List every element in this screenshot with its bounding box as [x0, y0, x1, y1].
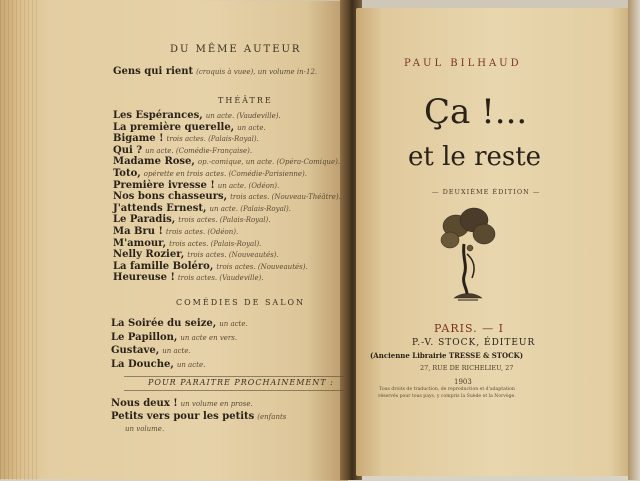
forthcoming-heading: POUR PARAITRE PROCHAINEMENT : — [148, 378, 334, 387]
salon-heading: COMÉDIES DE SALON — [176, 298, 306, 307]
work-note: trois actes. (Odéon). — [165, 228, 239, 236]
work-title: Ma Bru ! — [113, 226, 163, 237]
intro-line — [113, 66, 317, 77]
list-item — [111, 318, 248, 329]
work-title: Nelly Rozier, — [113, 249, 185, 261]
work-note: un acte en vers. — [180, 333, 238, 342]
work-note: un acte. — [176, 360, 206, 369]
work-note: op.-comique, un acte. (Opéra-Comique). — [197, 158, 341, 167]
work-note: un acte. (Comédie-Française). — [145, 146, 253, 155]
list-item — [113, 168, 307, 179]
list-item — [113, 249, 279, 260]
work-title: La famille Boléro, — [113, 260, 214, 272]
list-item — [113, 110, 281, 121]
list-item — [113, 272, 264, 283]
work-note: trois actes. (Palais-Royal). — [169, 239, 262, 248]
work-note: un acte. — [219, 320, 248, 328]
work-note: trois actes. (Palais-Royal). — [166, 135, 259, 144]
list-item — [113, 238, 261, 249]
work-title: Bigame ! — [113, 133, 164, 145]
list-item — [113, 203, 291, 214]
title-line-1: Ça !... — [424, 92, 528, 132]
list-item — [113, 226, 238, 237]
list-item — [111, 359, 205, 370]
list-item — [113, 214, 271, 225]
work-note: un acte. (Palais-Royal). — [209, 204, 291, 213]
work-note: un volume en prose. — [180, 400, 253, 408]
work-note: trois actes. (Nouveautés). — [216, 262, 308, 271]
work-title: La première querelle, — [113, 121, 235, 133]
work-note: trois actes. (Vaudeville). — [177, 274, 264, 283]
work-title: J'attends Ernest, — [113, 202, 207, 214]
page-edges — [0, 0, 40, 480]
publisher-address: 27, RUE DE RICHELIEU, 27 — [420, 364, 514, 372]
work-title: Nos bons chasseurs, — [113, 191, 228, 203]
work-title: La Douche, — [111, 358, 174, 370]
divider-bottom — [124, 390, 344, 391]
work-note: trois actes. (Palais-Royal). — [178, 216, 271, 225]
publication-year: 1903 — [454, 378, 472, 386]
publication-place: PARIS. — I — [434, 322, 504, 335]
list-item — [113, 145, 252, 156]
list-item — [113, 156, 340, 167]
work-title: Petits vers pour les petits — [111, 410, 255, 422]
work-note: un acte. (Odéon). — [217, 181, 280, 190]
publisher-name: P.-V. STOCK, ÉDITEUR — [412, 338, 536, 348]
work-title: Le Paradis, — [113, 214, 176, 226]
right-page-edge — [628, 0, 640, 480]
work-title: Nous deux ! — [111, 398, 178, 409]
list-item — [111, 398, 253, 409]
rights-notice: Tous droits de traduction, de reproduction et d'adaptation réservés pour tous pays, y compris la Suède et la Norvège. — [378, 387, 516, 399]
list-item — [113, 122, 266, 133]
list-item — [113, 133, 259, 144]
work-title: M'amour, — [113, 237, 167, 249]
list-item — [113, 180, 279, 191]
work-note: trois actes. (Nouveautés). — [187, 251, 279, 260]
divider-top — [124, 376, 344, 377]
work-note: un volume. — [125, 425, 165, 433]
former-publisher: (Ancienne Librairie TRESSE & STOCK) — [370, 351, 524, 360]
work-title: La Soirée du seize, — [111, 318, 217, 329]
list-item — [111, 332, 237, 343]
list-item — [111, 345, 191, 356]
list-item — [113, 191, 341, 202]
work-note: un acte. — [237, 123, 266, 132]
work-note: trois actes. (Nouveau-Théâtre). — [230, 193, 341, 202]
intro-note: (croquis à vuee), un volume in-12. — [196, 68, 318, 76]
work-note: un acte. (Vaudeville). — [205, 112, 281, 120]
intro-title: Gens qui rient — [113, 66, 194, 77]
work-title: Heureuse ! — [113, 272, 175, 284]
tree-vignette-illustration — [434, 204, 500, 304]
title-line-2: et le reste — [408, 142, 542, 172]
work-note: un acte. — [162, 347, 191, 355]
work-title: Première ivresse ! — [113, 179, 215, 191]
author-name: PAUL BILHAUD — [404, 58, 522, 69]
work-note: opérette en trois actes. (Comédie-Parisienne). — [143, 170, 308, 178]
work-title: Le Papillon, — [111, 331, 178, 343]
work-title: Toto, — [113, 168, 141, 179]
work-title: Madame Rose, — [113, 156, 195, 168]
work-title: Qui ? — [113, 144, 143, 156]
work-title: Les Espérances, — [113, 110, 203, 121]
list-item — [113, 261, 308, 272]
theatre-heading: THÉÂTRE — [218, 96, 273, 105]
work-title: Gustave, — [111, 345, 160, 356]
work-note: (enfants — [257, 412, 287, 421]
edition-label: — DEUXIÈME ÉDITION — — [432, 188, 541, 196]
list-item — [111, 411, 286, 422]
left-page-heading: DU MÊME AUTEUR — [170, 44, 302, 55]
list-item — [122, 423, 164, 434]
